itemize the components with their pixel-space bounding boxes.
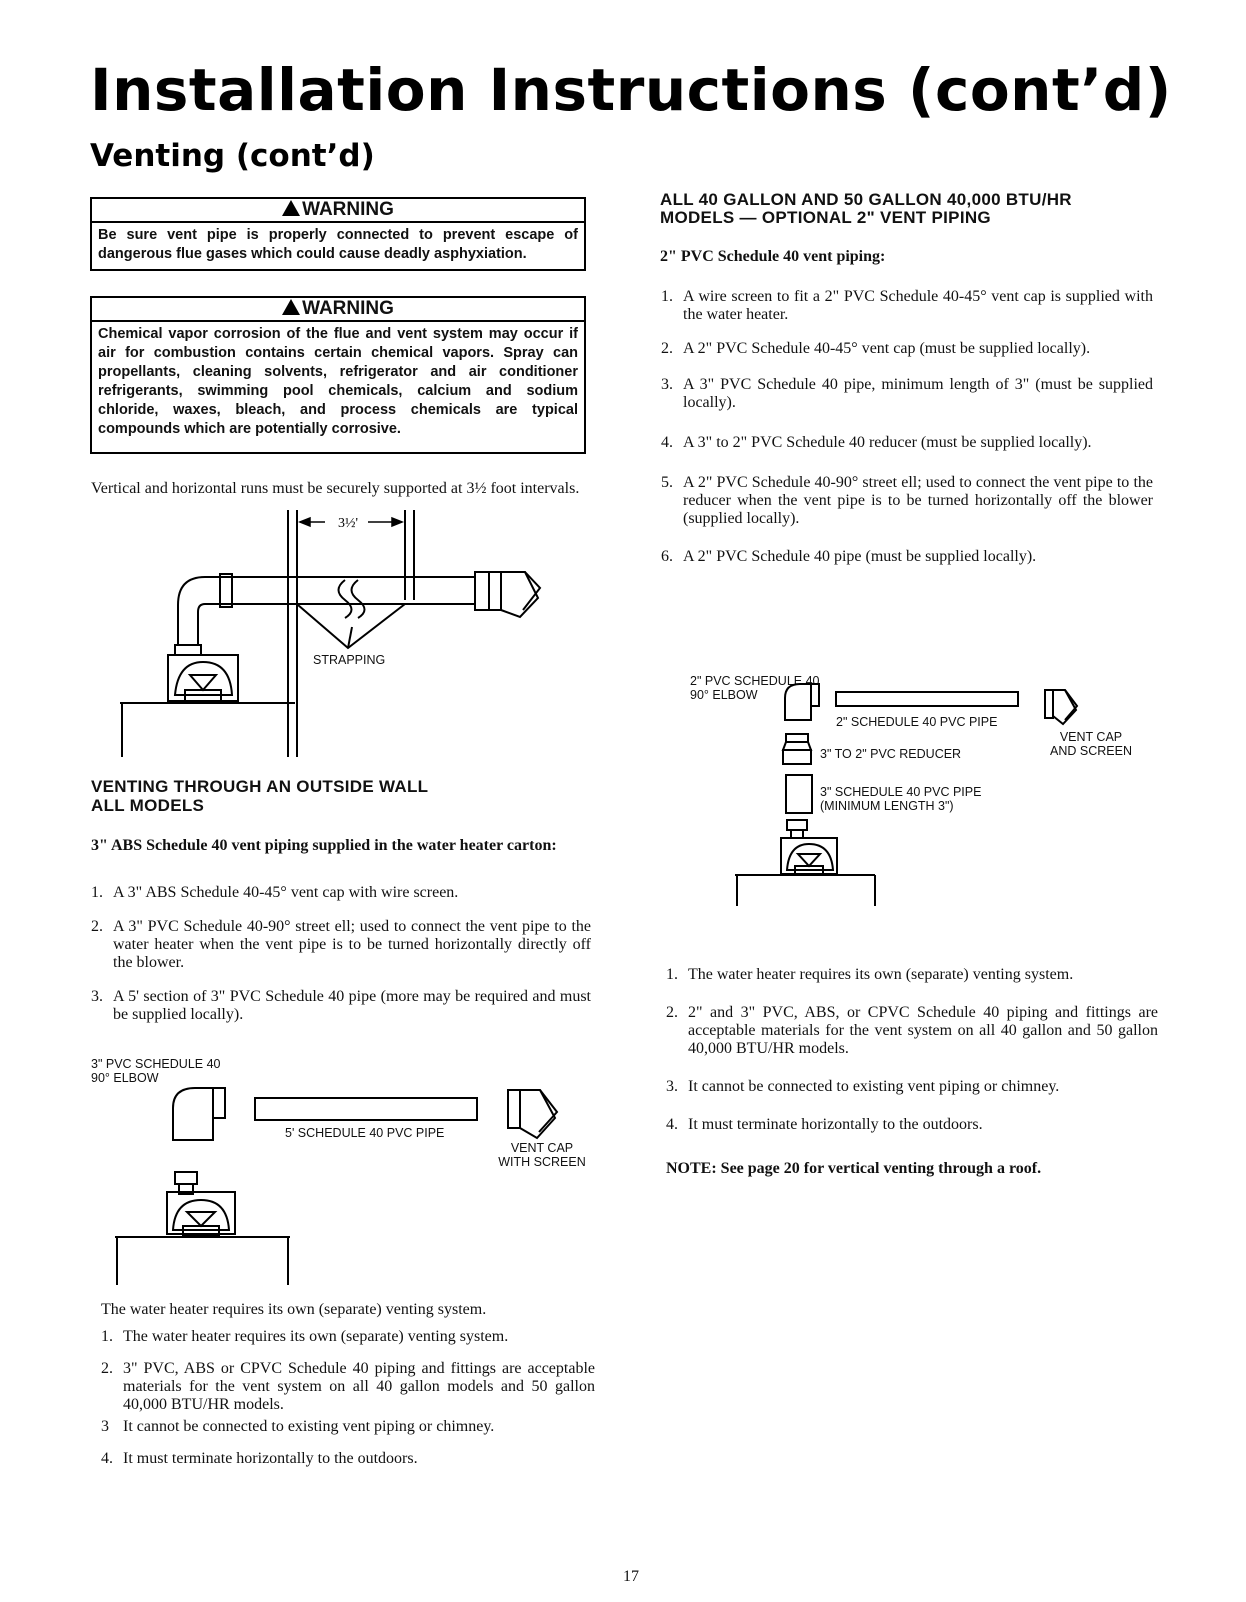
warning-box-1 — [90, 197, 586, 271]
bottom-left-list — [101, 1328, 595, 1484]
warning-heading — [92, 199, 584, 223]
list-item: 2. A 3" PVC Schedule 40-90° street ell; used to connect the vent pipe to the water heater when the vent pipe is to be turned horizontally directly off the blower. — [91, 918, 591, 971]
list-item: 2. 3" PVC, ABS or CPVC Schedule 40 piping and fittings are acceptable materials for the vent system on all 40 gallon models and 50 gallon 40,000 BTU/HR models. — [101, 1360, 595, 1413]
right-list — [666, 966, 1158, 1150]
list-item: 2. A 2" PVC Schedule 40-45° vent cap (must be supplied locally). — [661, 340, 1091, 357]
outside-wall-subheading: 3" ABS Schedule 40 vent piping supplied in the water heater carton: — [91, 837, 557, 854]
fig3-cap-label: VENT CAP AND SCREEN — [1050, 730, 1132, 758]
section-title: Venting (cont’d) — [90, 138, 375, 174]
fig3-pipe-label: 2" SCHEDULE 40 PVC PIPE — [836, 715, 998, 729]
list-item: 2. 2" and 3" PVC, ABS, or CPVC Schedule 40 piping and fittings are acceptable materials for the vent system on all 40 gallon and 50 gallon 40,000 BTU/HR models. — [666, 1004, 1158, 1057]
warning-heading — [92, 298, 584, 322]
fig3-elbow-label: 2" PVC SCHEDULE 40 90° ELBOW — [690, 674, 820, 702]
warning-text: Be sure vent pipe is properly connected to prevent escape of dangerous flue gases which could cause deadly asphyxiation. — [98, 227, 578, 262]
horizontal-vent-run-figure — [120, 500, 600, 760]
outside-wall-list — [91, 884, 591, 1040]
roof-venting-note: NOTE: See page 20 for vertical venting through a roof. — [666, 1160, 1042, 1177]
outside-wall-heading-2: ALL MODELS — [91, 796, 205, 815]
list-item: 3 It cannot be connected to existing vent piping or chimney. — [101, 1418, 495, 1435]
spacing-label: 3½' — [337, 516, 359, 531]
strapping-label: STRAPPING — [313, 653, 386, 667]
fig3-reducer-label: 3" TO 2" PVC REDUCER — [820, 747, 962, 761]
list-item: 5. A 2" PVC Schedule 40-90° street ell; used to connect the vent pipe to the reducer when the vent pipe is to be turned horizontally off the blower (supplied locally). — [661, 474, 1153, 527]
warning-triangle-icon — [282, 200, 300, 216]
optional-vent-heading-2: MODELS — OPTIONAL 2" VENT PIPING — [660, 208, 991, 227]
warning-box-2 — [90, 296, 586, 454]
separate-venting-intro: The water heater requires its own (separate) venting system. — [101, 1301, 487, 1318]
list-item: 4. It must terminate horizontally to the outdoors. — [101, 1450, 418, 1467]
list-item: 3. A 3" PVC Schedule 40 pipe, minimum length of 3" (must be supplied locally). — [661, 376, 1153, 411]
optional-vent-parts-figure — [735, 670, 1155, 910]
list-item: 4. It must terminate horizontally to the outdoors. — [666, 1116, 983, 1133]
warning-heading-text: WARNING — [302, 298, 394, 319]
list-item: 3. It cannot be connected to existing vent piping or chimney. — [666, 1078, 1060, 1095]
fig2-pipe-label: 5' SCHEDULE 40 PVC PIPE — [285, 1126, 445, 1140]
list-item: 3. A 5' section of 3" PVC Schedule 40 pipe (more may be required and must be supplied locally). — [91, 988, 591, 1023]
optional-vent-subheading: 2" PVC Schedule 40 vent piping: — [660, 248, 886, 265]
list-item: 4. A 3" to 2" PVC Schedule 40 reducer (must be supplied locally). — [661, 434, 1092, 451]
page-title: Installation Instructions (cont’d) — [90, 56, 1172, 124]
fig2-cap-label: VENT CAP WITH SCREEN — [498, 1141, 586, 1169]
fig3-pipe3-label: 3" SCHEDULE 40 PVC PIPE (MINIMUM LENGTH 3") — [820, 785, 982, 813]
optional-vent-list — [661, 288, 1153, 582]
warning-text: Chemical vapor corrosion of the flue and vent system may occur if air for combustion contains certain chemical vapors. Spray can propellants, cleaning solvents, refrigerator and air conditioner refrigerants, swimming pool chemicals, calcium and sodium chloride, waxes, bleach, and process chemicals are typical compounds which are potentially corrosive. — [98, 326, 578, 437]
fig2-elbow-label: 3" PVC SCHEDULE 40 90° ELBOW — [91, 1057, 221, 1085]
list-item: 1. The water heater requires its own (separate) venting system. — [666, 966, 1074, 983]
outside-wall-parts-figure — [115, 1080, 595, 1300]
warning-heading-text: WARNING — [302, 199, 394, 220]
list-item: 1. The water heater requires its own (separate) venting system. — [101, 1328, 509, 1345]
list-item: 1. A wire screen to fit a 2" PVC Schedule 40-45° vent cap is supplied with the water heater. — [661, 288, 1153, 323]
warning-triangle-icon — [282, 299, 300, 315]
outside-wall-heading-1: VENTING THROUGH AN OUTSIDE WALL — [91, 777, 429, 796]
optional-vent-heading-1: ALL 40 GALLON AND 50 GALLON 40,000 BTU/HR — [660, 190, 1072, 209]
page-number: 17 — [623, 1568, 639, 1585]
list-item: 6. A 2" PVC Schedule 40 pipe (must be supplied locally). — [661, 548, 1037, 565]
list-item: 1. A 3" ABS Schedule 40-45° vent cap with wire screen. — [91, 884, 459, 901]
support-text: Vertical and horizontal runs must be securely supported at 3½ foot intervals. — [91, 480, 580, 497]
